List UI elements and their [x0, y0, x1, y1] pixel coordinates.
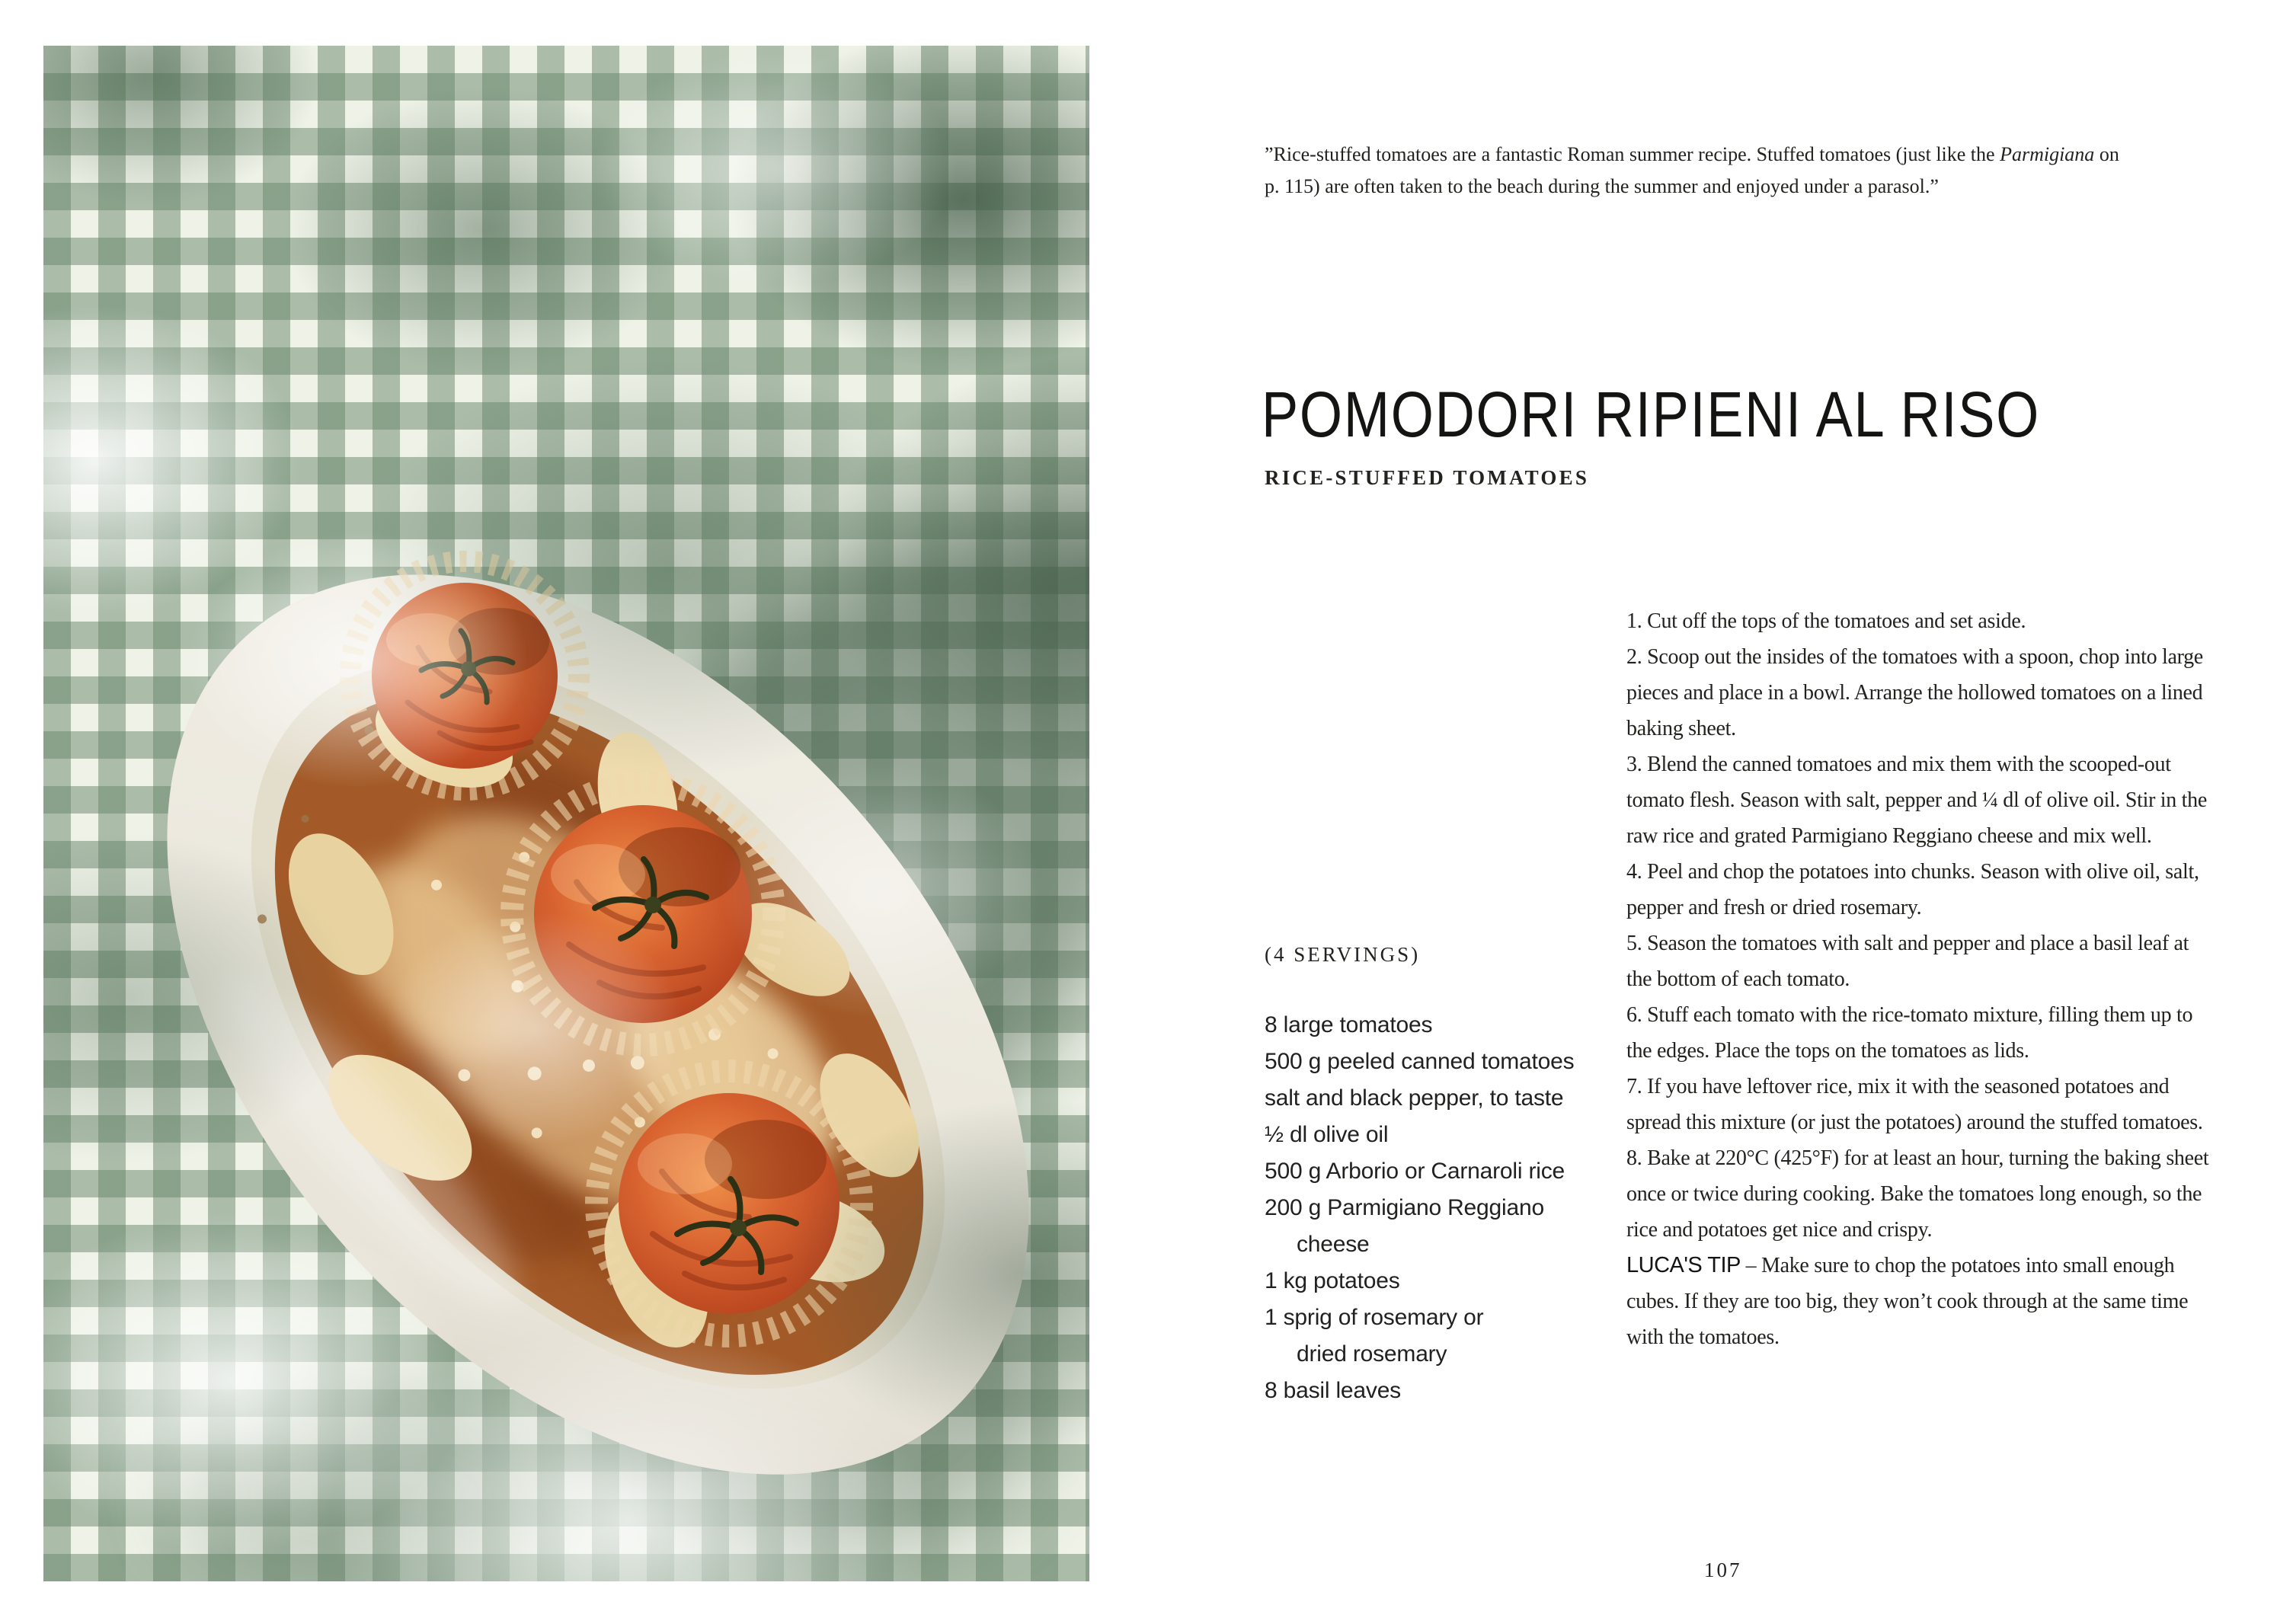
instruction-step: 6. Stuff each tomato with the rice-tomato mixture, filling them up to the edges. Place the tops on the tomatoes as lids. [1626, 1003, 2193, 1063]
page-number: 107 [1704, 1558, 1742, 1581]
ingredient-item: 1 kg potatoes [1265, 1268, 1400, 1293]
ingredient-item: 1 sprig of rosemary or dried rosemary [1265, 1305, 1484, 1367]
instruction-step: 8. Bake at 220°C (425°F) for at least an hour, turning the baking sheet once or twice during cooking. Bake the tomatoes long enough, so the rice and potatoes get nice and crispy. [1626, 1146, 2209, 1242]
chef-tip [1626, 1248, 2215, 1355]
ingredient-item: 200 g Parmigiano Reggiano cheese [1265, 1195, 1544, 1257]
ingredient-item: 500 g Arborio or Carnaroli rice [1265, 1159, 1565, 1184]
ingredient-item: 8 basil leaves [1265, 1378, 1401, 1403]
intro-quote [1265, 139, 2133, 203]
quote-start: ”Rice-stuffed tomatoes are a fantastic Roman summer recipe. Stuffed tomatoes (just like the [1265, 143, 2000, 165]
ingredient-item: 8 large tomatoes [1265, 1012, 1433, 1037]
instruction-step: 4. Peel and chop the potatoes into chunks. Season with olive oil, salt, pepper and fresh or dried rosemary. [1626, 860, 2199, 919]
ingredient-item: 500 g peeled canned tomatoes [1265, 1049, 1575, 1074]
quote-end: on p. 115) are often taken to the beach during the summer and enjoyed under a parasol.” [1265, 143, 2119, 197]
stuffed-tomatoes-dish-illustration [43, 46, 1089, 1581]
servings-label: (4 SERVINGS) [1265, 943, 1421, 966]
food-photo [43, 46, 1089, 1581]
chef-tip-label: LUCA'S TIP [1626, 1253, 1741, 1277]
recipe-subtitle: RICE-STUFFED TOMATOES [1265, 466, 1590, 489]
instruction-step: 3. Blend the canned tomatoes and mix them with the scooped-out tomato flesh. Season with salt, pepper and ¼ dl of olive oil. Stir in the raw rice and grated Parmigiano Reggiano cheese and mix well. [1626, 753, 2207, 848]
ingredient-item: salt and black pepper, to taste [1265, 1085, 1564, 1111]
instruction-step: 5. Season the tomatoes with salt and pepper and place a basil leaf at the bottom of each tomato. [1626, 932, 2189, 991]
quote-italic-word: Parmigiana [2000, 143, 2095, 165]
instruction-step: 1. Cut off the tops of the tomatoes and set aside. [1626, 609, 2026, 633]
ingredients-list [1265, 1007, 1585, 1409]
chef-tip-text: – Make sure to chop the potatoes into small enough cubes. If they are too big, they won’t cook through at the same time with the tomatoes. [1626, 1254, 2189, 1349]
instruction-step: 2. Scoop out the insides of the tomatoes with a spoon, chop into large pieces and place in a bowl. Arrange the hollowed tomatoes on a lined baking sheet. [1626, 645, 2203, 740]
instruction-step: 7. If you have leftover rice, mix it with the seasoned potatoes and spread this mixture (or just the potatoes) around the stuffed tomatoes. [1626, 1075, 2203, 1134]
instructions-block [1626, 603, 2215, 1355]
recipe-title: POMODORI RIPIENI AL RISO [1262, 379, 2041, 450]
ingredient-item: ½ dl olive oil [1265, 1122, 1389, 1147]
